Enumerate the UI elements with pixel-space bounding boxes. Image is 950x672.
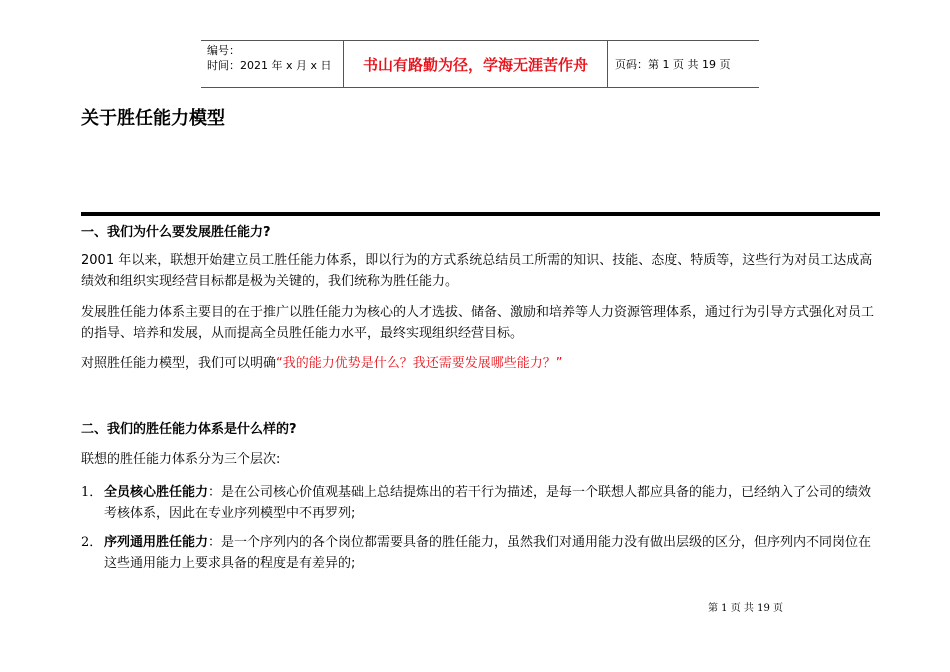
section1-heading: 一、我们为什么要发展胜任能力? bbox=[81, 225, 271, 240]
list-item bbox=[81, 482, 881, 524]
header-meta bbox=[201, 41, 343, 87]
list-item-term: 序列通用胜任能力 bbox=[104, 535, 209, 550]
list-item-description: ：是一个序列内的各个岗位都需要具备的胜任能力，虽然我们对通用能力没有做出层级的区分，但序列内不同岗位在这些通用能力上要求具备的程度是有差异的; bbox=[104, 535, 872, 571]
list-item-text bbox=[104, 532, 881, 574]
section-divider bbox=[81, 212, 880, 216]
page-header bbox=[201, 40, 759, 88]
header-motto: 书山有路勤为径，学海无涯苦作舟 bbox=[343, 41, 608, 87]
section1-paragraph-2: 发展胜任能力体系主要目的在于推广以胜任能力为核心的人才选拔、储备、激励和培养等人力资源管理体系，通过行为引导方式强化对员工的指导、培养和发展，从而提高全员胜任能力水平，最终实现组织经营目标。 bbox=[81, 305, 875, 341]
paragraph-3-highlight: “我的能力优势是什么？我还需要发展哪些能力？” bbox=[276, 356, 563, 371]
list-item-number: 2． bbox=[81, 535, 103, 550]
list-item-text bbox=[104, 482, 881, 524]
header-page-info: 页码：第 1 页 共 19 页 bbox=[615, 58, 731, 71]
list-item bbox=[81, 532, 881, 574]
page-footer: 第 1 页 共 19 页 bbox=[708, 603, 783, 614]
header-number: 编号： bbox=[207, 44, 240, 57]
paragraph-3-prefix: 对照胜任能力模型，我们可以明确 bbox=[81, 356, 277, 371]
header-time: 时间：2021 年 x 月 x 日 bbox=[207, 59, 332, 72]
section1-paragraph-1: 2001 年以来，联想开始建立员工胜任能力体系，即以行为的方式系统总结员工所需的知识、技能、态度、特质等，这些行为对员工达成高绩效和组织实现经营目标都是极为关键的，我们统称为胜任能力。 bbox=[81, 253, 873, 289]
document-title: 关于胜任能力模型 bbox=[81, 108, 225, 129]
section1-paragraph-3 bbox=[81, 353, 881, 374]
list-item-term: 全员核心胜任能力 bbox=[104, 485, 209, 500]
section2-intro: 联想的胜任能力体系分为三个层次: bbox=[81, 452, 281, 467]
list-item-number: 1． bbox=[81, 485, 103, 500]
section2-heading: 二、我们的胜任能力体系是什么样的? bbox=[81, 422, 297, 437]
list-item-description: ：是在公司核心价值观基础上总结提炼出的若干行为描述，是每一个联想人都应具备的能力，已经纳入了公司的绩效考核体系，因此在专业序列模型中不再罗列; bbox=[104, 485, 872, 521]
